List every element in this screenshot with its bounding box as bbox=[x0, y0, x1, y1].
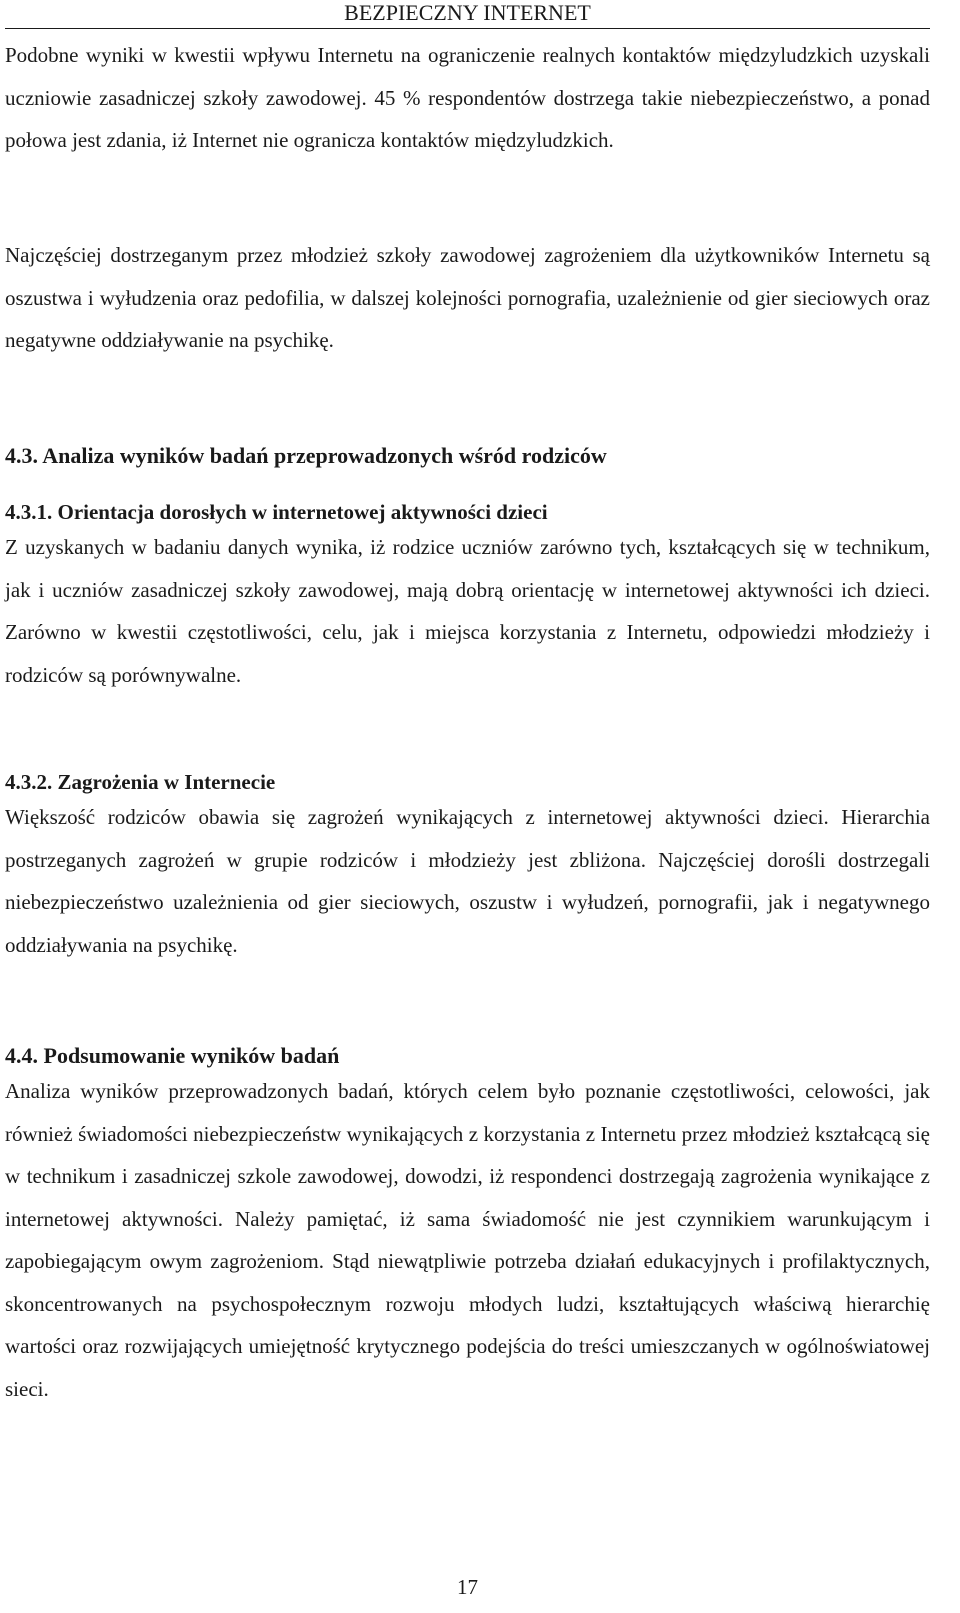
paragraph-text: Podobne wyniki w kwestii wpływu Internetu na ograniczenie realnych kontaktów międzyludzkich uzyskali uczniowie zasadniczej szkoły zawodowej. 45 % respondentów dostrzega takie niebezpieczeństwo, a ponad połowa jest zdania, iż Internet nie ogranicza kontaktów międzyludzkich. bbox=[5, 43, 930, 152]
document-page bbox=[5, 0, 930, 1599]
running-header: BEZPIECZNY INTERNET bbox=[5, 0, 930, 29]
paragraph-contacts bbox=[5, 34, 930, 162]
subsection-heading: 4.3.2. Zagrożenia w Internecie bbox=[5, 770, 276, 794]
section-heading: 4.4. Podsumowanie wyników badań bbox=[5, 1043, 340, 1068]
section-4-3-2 bbox=[5, 768, 930, 966]
section-heading: 4.3. Analiza wyników badań przeprowadzonych wśród rodziców bbox=[5, 443, 607, 468]
page-number: 17 bbox=[457, 1575, 478, 1599]
section-4-4 bbox=[5, 1042, 930, 1410]
section-4-3-1 bbox=[5, 498, 930, 696]
section-text: Analiza wyników przeprowadzonych badań, których celem było poznanie częstotliwości, celowości, jak również świadomości niebezpieczeństw wynikających z korzystania z Internetu przez młodzież kształcącą się w technikum i zasadniczej szkole zawodowej, dowodzi, iż respondenci dostrzegają zagrożenia wynikające z internetowej aktywności. Należy pamiętać, iż sama świadomość nie jest czynnikiem warunkującym i zapobiegającym owym zagrożeniom. Stąd niewątpliwie potrzeba działań edukacyjnych i profilaktycznych, skoncentrowanych na psychospołecznym rozwoju młodych ludzi, kształtujących właściwą hierarchię wartości oraz rozwijających umiejętność krytycznego podejścia do treści umieszczanych w ogólnoświatowej sieci. bbox=[5, 1079, 930, 1401]
section-4-3 bbox=[5, 442, 930, 470]
subsection-text: Z uzyskanych w badaniu danych wynika, iż rodzice uczniów zarówno tych, kształcących się w technikum, jak i uczniów zasadniczej szkoły zawodowej, mają dobrą orientację w internetowej aktywności ich dzieci. Zarówno w kwestii częstotliwości, celu, jak i miejsca korzystania z Internetu, odpowiedzi młodzieży i rodziców są porównywalne. bbox=[5, 535, 930, 687]
subsection-text: Większość rodziców obawia się zagrożeń wynikających z internetowej aktywności dzieci. Hierarchia postrzeganych zagrożeń w grupie rodziców i młodzieży jest zbliżona. Najczęściej dorośli dostrzegali niebezpieczeństwo uzależnienia od gier sieciowych, oszustw i wyłudzeń, pornografii, jak i negatywnego oddziaływania na psychikę. bbox=[5, 805, 930, 957]
subsection-heading: 4.3.1. Orientacja dorosłych w internetowej aktywności dzieci bbox=[5, 500, 548, 524]
paragraph-text: Najczęściej dostrzeganym przez młodzież szkoły zawodowej zagrożeniem dla użytkowników Internetu są oszustwa i wyłudzenia oraz pedofilia, w dalszej kolejności pornografia, uzależnienie od gier sieciowych oraz negatywne oddziaływanie na psychikę. bbox=[5, 243, 930, 352]
paragraph-threats-youth bbox=[5, 234, 930, 362]
